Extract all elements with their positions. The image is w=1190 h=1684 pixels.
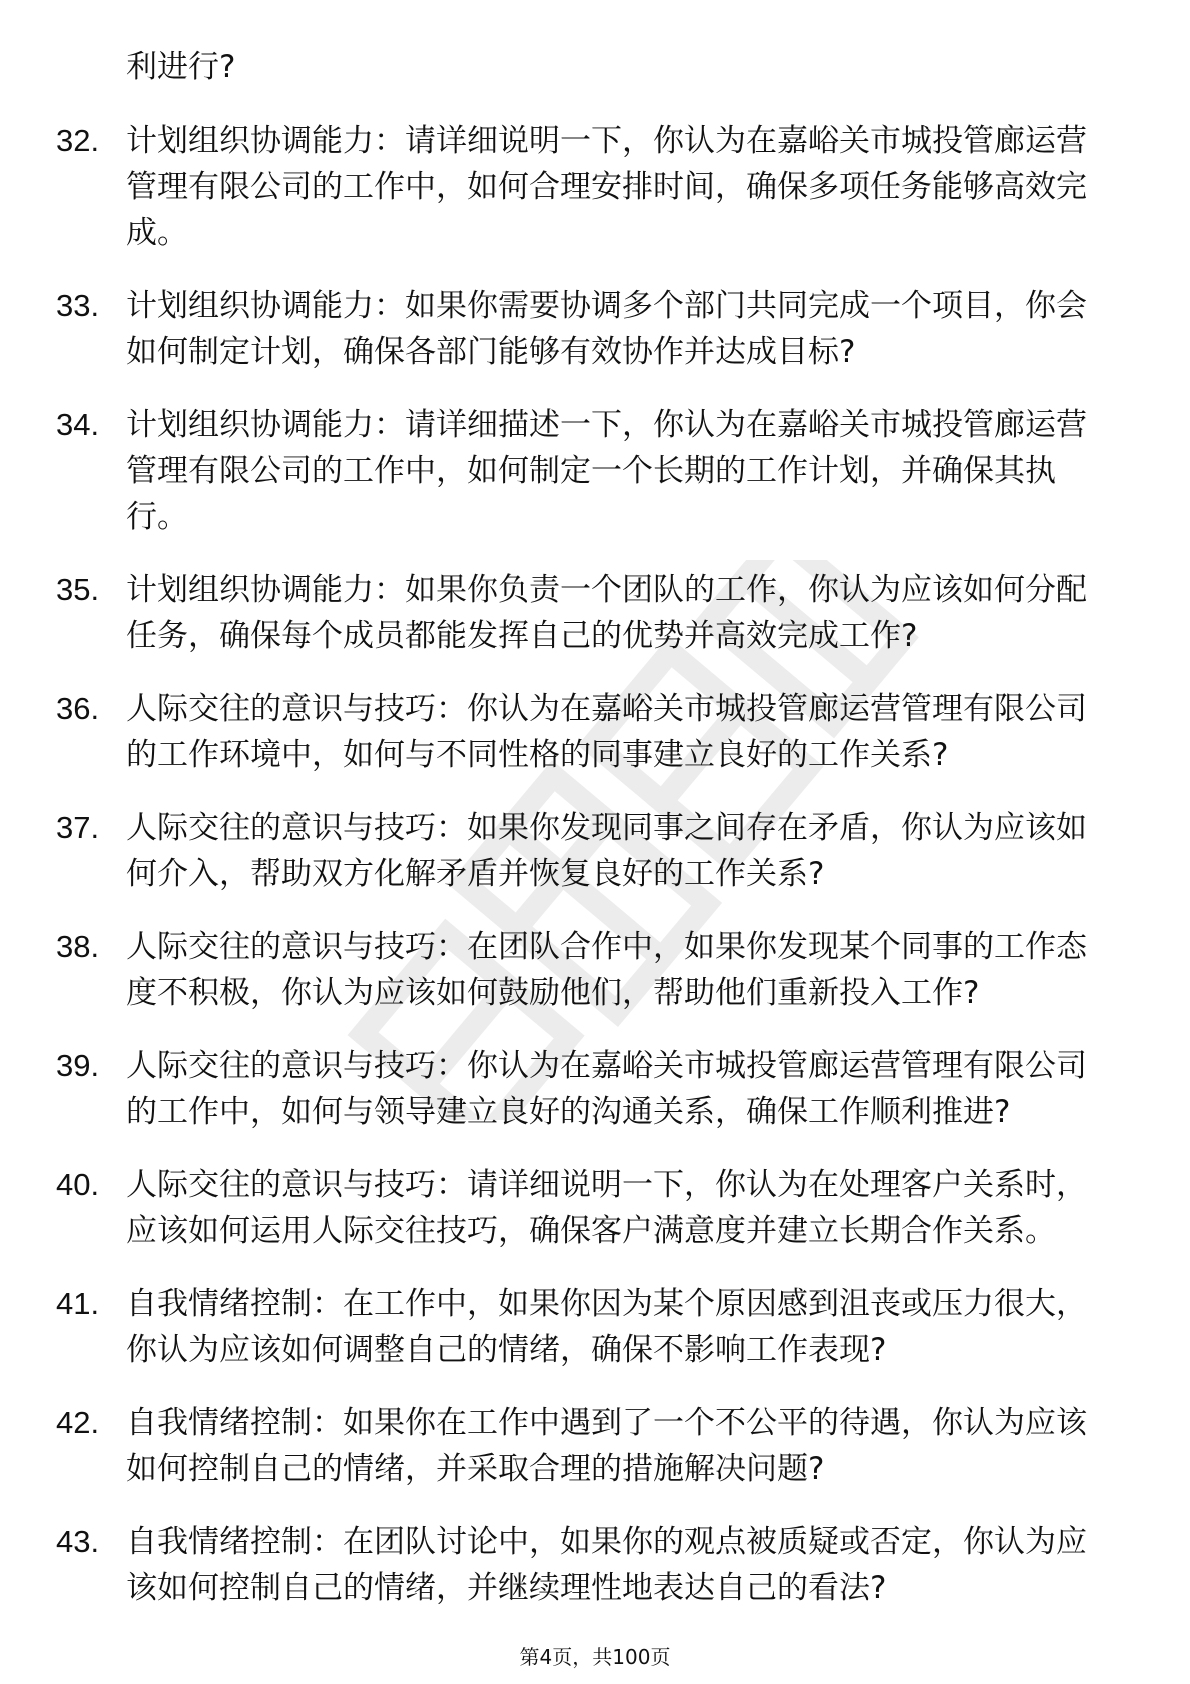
item-number: 38. — [56, 929, 100, 964]
item-number: 41. — [56, 1286, 100, 1321]
list-item — [0, 924, 1190, 1016]
item-text: 人际交往的意识与技巧：你认为在嘉峪关市城投管廊运营管理有限公司的工作环境中，如何与不同性格的同事建立良好的工作关系? — [126, 691, 1087, 773]
item-number: 33. — [56, 288, 100, 323]
item-number: 34. — [56, 407, 100, 442]
list-item — [0, 1162, 1190, 1254]
list-item — [0, 567, 1190, 659]
list-item — [0, 118, 1190, 256]
item-text: 人际交往的意识与技巧：请详细说明一下，你认为在处理客户关系时，应该如何运用人际交往技巧，确保客户满意度并建立长期合作关系。 — [126, 1167, 1087, 1249]
list-item — [0, 283, 1190, 375]
item-text: 自我情绪控制：在团队讨论中，如果你的观点被质疑或否定，你认为应该如何控制自己的情绪，并继续理性地表达自己的看法? — [126, 1524, 1087, 1606]
list-item — [0, 1400, 1190, 1492]
item-text: 人际交往的意识与技巧：在团队合作中，如果你发现某个同事的工作态度不积极，你认为应该如何鼓励他们，帮助他们重新投入工作? — [126, 929, 1087, 1011]
item-text: 人际交往的意识与技巧：如果你发现同事之间存在矛盾，你认为应该如何介入，帮助双方化解矛盾并恢复良好的工作关系? — [126, 810, 1087, 892]
item-text: 自我情绪控制：在工作中，如果你因为某个原因感到沮丧或压力很大，你认为应该如何调整自己的情绪，确保不影响工作表现? — [126, 1286, 1087, 1368]
list-item — [0, 1281, 1190, 1373]
item-text: 计划组织协调能力：如果你负责一个团队的工作，你认为应该如何分配任务，确保每个成员都能发挥自己的优势并高效完成工作? — [126, 572, 1087, 654]
item-number: 36. — [56, 691, 100, 726]
item-text: 计划组织协调能力：如果你需要协调多个部门共同完成一个项目，你会如何制定计划，确保各部门能够有效协作并达成目标? — [126, 288, 1087, 370]
question-list — [0, 44, 1190, 1638]
item-text: 自我情绪控制：如果你在工作中遇到了一个不公平的待遇，你认为应该如何控制自己的情绪，并采取合理的措施解决问题? — [126, 1405, 1087, 1487]
list-item — [0, 686, 1190, 778]
item-text: 人际交往的意识与技巧：你认为在嘉峪关市城投管廊运营管理有限公司的工作中，如何与领导建立良好的沟通关系，确保工作顺利推进? — [126, 1048, 1087, 1130]
item-number: 43. — [56, 1524, 100, 1559]
item-number: 39. — [56, 1048, 100, 1083]
item-text: 计划组织协调能力：请详细说明一下，你认为在嘉峪关市城投管廊运营管理有限公司的工作中，如何合理安排时间，确保多项任务能够高效完成。 — [126, 123, 1087, 251]
page-footer: 第4页，共100页 — [519, 1645, 671, 1669]
item-text: 计划组织协调能力：请详细描述一下，你认为在嘉峪关市城投管廊运营管理有限公司的工作中，如何制定一个长期的工作计划，并确保其执行。 — [126, 407, 1087, 535]
continued-text: 利进行? — [126, 49, 236, 85]
list-item — [0, 1043, 1190, 1135]
item-number: 35. — [56, 572, 100, 607]
list-item — [0, 402, 1190, 540]
item-number: 37. — [56, 810, 100, 845]
item-number: 42. — [56, 1405, 100, 1440]
list-item — [0, 805, 1190, 897]
list-item — [0, 1519, 1190, 1611]
item-number: 40. — [56, 1167, 100, 1202]
item-number: 32. — [56, 123, 100, 158]
